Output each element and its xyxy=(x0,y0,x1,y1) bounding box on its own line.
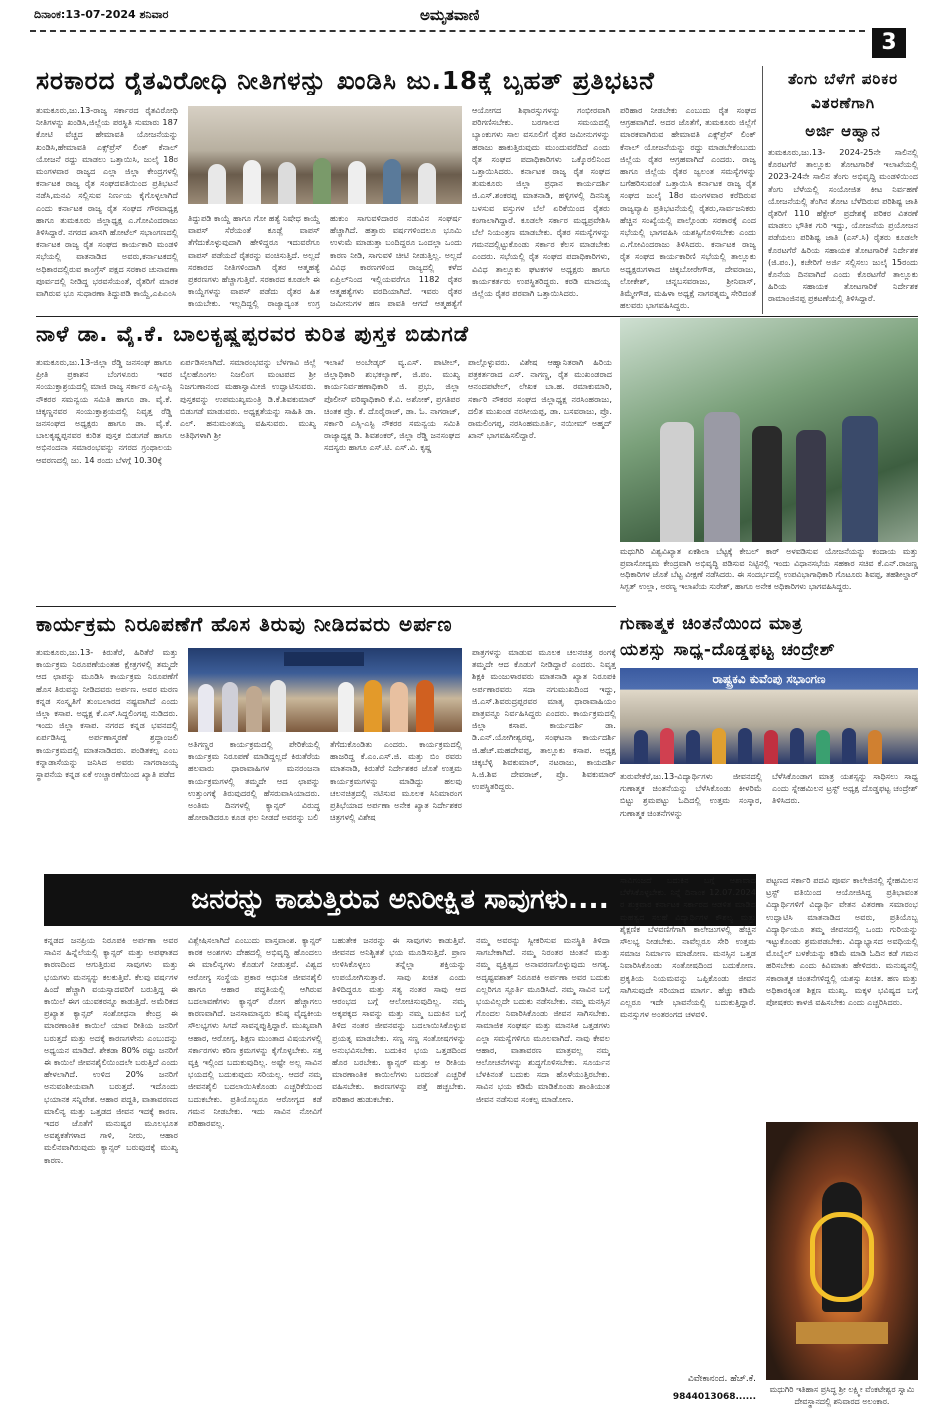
chandresh-headline-line2: ಯಶಸ್ಸು ಸಾಧ್ಯ-ದೊಡ್ಡಫಟ್ಟ ಚಂದ್ರೇಶ್ xyxy=(620,640,836,660)
scholarship-event-photo xyxy=(620,668,918,764)
deaths-col4: ನಮ್ಮ ಅವರನ್ನು ಸ್ವೀಕರಿಸುವ ಮನಸ್ಥಿತಿ ತಿಳಿದಾ ಸಾಗಬೇಕಾಗಿದೆ. ನಮ್ಮ ನಿರಂತರ ಚಿಂತನೆ ಮತ್ತು ನಮ್ಮ ವ್ಯಕ್ತಿತ್ವದ ಅನಾವರಣಗೊಳ್ಳುವುದು ಅಗತ್ಯ. ಅದೃಷ್ಟವಶಾತ್ ನಿರೂಪಕಿ ಅರ್ಪಣಾ ಅವರ ಬದುಕು ಎಲ್ಲರಿಗೂ ಸ್ಪೂರ್ತಿ ಮೂಡಿಸಿದೆ. ನಮ್ಮ ಸಾವಿನ ಬಗ್ಗೆ ಭಯವಿಲ್ಲದೇ ಬದುಕು ನಡೆಸಬೇಕು. ನಮ್ಮ ಮನಸ್ಸಿನ ಗೊಂದಲ ನಿವಾರಿಸಿಕೊಂಡು ಜೀವನ ಸಾಗಿಸಬೇಕು. ಸಾಮಾಜಿಕ ಸಂಘರ್ಷ ಮತ್ತು ಮಾನಸಿಕ ಒತ್ತಡಗಳು ಎಲ್ಲಾ ಸಮಸ್ಯೆಗಳಿಗೂ ಮೂಲವಾಗಿದೆ. ನಾವು ಕೇವಲ ಆಹಾರ, ವಾತಾವರಣ ಮಾತ್ರವಲ್ಲ ನಮ್ಮ ಆಲೋಚನೆಗಳನ್ನು ಶುದ್ಧಗೊಳಿಸಬೇಕು. ಸೂರ್ಯನ ಬೆಳಕಿನಂತೆ ಬದುಕು ಸದಾ ಹೊಳೆಯುತ್ತಿರಬೇಕು. ಸಾವಿನ ಭಯ ಕಡಿಮೆ ಮಾಡಿಕೊಂಡು ಶಾಂತಿಯುತ ಜೀವನ ನಡೆಸುವ ಸಂಕಲ್ಪ ಮಾಡೋಣ. xyxy=(476,935,610,1104)
page-folio xyxy=(0,0,945,62)
book-release-col2: ಏರ್ಪಡಿಸಲಾಗಿದೆ. ಸಮಾರಂಭವನ್ನು ಬೆಳಗಾವಿ ಜಿಲ್ಲೆ ಬೈಲಹೊಂಗಲ ನಿಜಲಿಂಗ ಮಂಟಪದ ಶ್ರೀ ನಿಜಗುಣಾನಂದ ಮಹಾಸ್ವಾಮೀಜಿ ಉದ್ಘಾಟಿಸುವರು. ಪುಸ್ತಕವನ್ನು ಉಪಮುಖ್ಯಮಂತ್ರಿ ಡಿ.ಕೆ.ಶಿವಕುಮಾರ್ ಬಿಡುಗಡೆ ಮಾಡುವರು. ಅಧ್ಯಕ್ಷತೆಯನ್ನು ಸಾಹಿತಿ ಡಾ. ಎಲ್. ಹನುಮಂತಯ್ಯ ವಹಿಸುವರು. ಮುಖ್ಯ ಅತಿಥಿಗಳಾಗಿ ಶ್ರೀ xyxy=(180,357,316,441)
madhugiri-visit-photo xyxy=(620,318,918,542)
gratitude-under-photo-left: ಅತಿಗಣ್ಣರ ಕಾರ್ಯಕ್ರಮದಲ್ಲಿ ಪೇರಿಕೆಯಲ್ಲಿ ಕಾರ್ಯಕ್ರಮ ನಿರೂಪಣೆ ಮಾಡಿದ್ದಲ್ಲದೆ ಕಿರುತೆರೆಯ ಹಲವಾರು ಧಾರಾವಾಹಿಗಳ ಮನರಂಜನಾ ಕಾರ್ಯಕ್ರಮಗಳಲ್ಲಿ ತಮ್ಮದೇ ಆದ ಛಾಪನ್ನು ಉತ್ತುಂಗಕ್ಕೆ ತಿರುವುದರಲ್ಲಿ ಹೆಸರುವಾಸಿಯಾದರು. ಅಂತಿಮ ದಿನಗಳಲ್ಲಿ ಕ್ಯಾನ್ಸರ್ ವಿರುದ್ಧ ಹೋರಾಡಿದರೂ ಕೂಡ ಫಲ ನೀಡದೆ ಅವರನ್ನು ಬಲಿ xyxy=(188,739,320,823)
farmers-protest-col5: ಪರಿಹಾರ ನೀಡಬೇಕು ಎಂಬುದು ರೈತ ಸಂಘದ ಆಗ್ರಹವಾಗಿದೆ. ಅದರ ಜೊತೆಗೆ, ತುಮಕೂರು ಜಿಲ್ಲೆಗೆ ಮಾರಕವಾಗಿರುವ ಹೇಮಾವತಿ ಎಕ್ಸ್‌ಪ್ರೆಸ್ ಲಿಂಕ್ ಕೆನಾಲ್ ಯೋಜನೆಯನ್ನು ರದ್ದು ಮಾಡಬೇಕೆಂಬುದು ಜಿಲ್ಲೆಯ ರೈತರ ಆಗ್ರಹವಾಗಿದೆ ಎಂದರು. ರಾಜ್ಯ ಹಾಗೂ ಜಿಲ್ಲೆಯ ರೈತರ ಜ್ವಲಂತ ಸಮಸ್ಯೆಗಳನ್ನು ಬಗೆಹರಿಸುವಂತೆ ಒತ್ತಾಯಿಸಿ ಕರ್ನಾಟಕ ರಾಜ್ಯ ರೈತ ಸಂಘದ ಜುಲೈ 18ರ ಮಂಗಳವಾರ ಕರೆದಿರುವ ರಾಜ್ಯವ್ಯಾಪಿ ಪ್ರತಿಭಟನೆಯಲ್ಲಿ ರೈತರು,ಸಾರ್ವಜನಿಕರು ಹೆಚ್ಚಿನ ಸಂಖ್ಯೆಯಲ್ಲಿ ಪಾಲ್ಗೊಂಡು ಸರಕಾರಕ್ಕೆ ಎಂದ ಸಭೆಯಲ್ಲಿ ಭಾಗವಹಿಸಿ ಯಶಸ್ವಿಗೊಳಿಸಬೇಕು ಎಂದು ಎ.ಗೋವಿಂದರಾಜು ತಿಳಿಸಿದರು. ಕರ್ನಾಟಕ ರಾಜ್ಯ ರೈತ ಸಂಘದ ಕಾರ್ಯಕಾರಿಣಿ ಸಭೆಯಲ್ಲಿ ತಾಲ್ಲೂಕು ಅಧ್ಯಕ್ಷರುಗಳಾದ ಚಿಕ್ಕಬೋರೇಗೌಡ, ದೇವರಾಜು, ಲೋಕೇಶ್, ಚನ್ನಬಸವರಾಜು, ಶ್ರೀನಿವಾಸ್, ತಿಮ್ಮೇಗೌಡ, ಮಹಿಳಾ ಅಧ್ಯಕ್ಷೆ ನಾಗರತ್ನಮ್ಮ ಸೇರಿದಂತೆ ಹಲವರು ಭಾಗವಹಿಸಿದ್ದರು. xyxy=(620,105,756,311)
author-signature: ವಿವೇಕಾನಂದ. ಹೆಚ್.ಕೆ. xyxy=(687,1374,756,1384)
tribute-event-photo xyxy=(188,648,462,732)
column-divider xyxy=(762,66,763,314)
farmers-meeting-photo xyxy=(188,106,462,204)
folio-dashed-rule xyxy=(30,30,865,32)
deaths-col5: ಸಾವಿಗಂಜದೆ ಬದುಕಿನ ಬಗ್ಗೆ ಆಶಾವಾದ ಬೆಳೆಸಿಕೊಳ್ಳಬೇಕು. ನಿನ್ನೆ ದಿನಾಂಕ 12.07.2024 ರ ಶುಕ್ರವಾರ ಕರ್ನಾಟಕ ಸರ್ಕಾರದ ಆಡಳಿತ ಮಾಡಿದ ಮಹತ್ವದ ಸಲಹೆ ವಿದ್ಯಾರ್ಥಿಗಳ ಕೌಶಲ್ಯ ಮತ್ತು ಶೈಕ್ಷಣಿಕ ಬೆಳವಣಿಗೆಗಾಗಿ ಕಾಲೇಜುಗಳಲ್ಲಿ ಹೆಚ್ಚಿನ ಸೌಲಭ್ಯ ನೀಡಬೇಕು. ನಾವೆಲ್ಲರೂ ಸೇರಿ ಉತ್ತಮ ಸಮಾಜ ನಿರ್ಮಾಣ ಮಾಡೋಣ. ಮನಸ್ಸಿನ ಒತ್ತಡ ನಿವಾರಿಸಿಕೊಂಡು ಸಂತೋಷದಿಂದ ಬದುಕೋಣ. ಪ್ರಕೃತಿಯ ನಿಯಮವನ್ನು ಒಪ್ಪಿಕೊಂಡು ಜೀವನ ಸಾಗಿಸುವುದೇ ಸರಿಯಾದ ಮಾರ್ಗ. ಹೆಚ್ಚು ಕಡಿಮೆ ಎಲ್ಲರೂ ಇದೇ ಭಾವನೆಯಲ್ಲಿ ಬದುಕುತ್ತಿದ್ದಾರೆ. ಮನಸ್ಸುಗಳ ಅಂತರಂಗದ ಚಳವಳಿ. xyxy=(620,875,756,1020)
section-rule xyxy=(36,606,616,607)
farmers-protest-col3: ಹುಕುಂ ಸಾಗುವಳಿದಾರರ ನಡುವಿನ ಸಂಘರ್ಷ ಹೆಚ್ಚಾಗಿದೆ. ಹತ್ತಾರು ವರ್ಷಗಳಿಂದಲೂ ಭೂಮಿ ಉಳುಮೆ ಮಾಡುತ್ತಾ ಬಂದಿದ್ದರೂ ಒಂದಲ್ಲಾ ಒಂದು ಕಾರಣ ನೀಡಿ, ಸಾಗುವಳಿ ಚೀಟಿ ನೀಡುತ್ತಿಲ್ಲ. ಅಲ್ಲದೆ ವಿವಿಧ ಕಾರಣಗಳಿಂದ ರಾಜ್ಯದಲ್ಲಿ ಕಳೆದ ಏಪ್ರಿಲ್‌ನಿಂದ ಇಲ್ಲಿಯವರೆಗೂ 1182 ರೈತರ ಆತ್ಮಹತ್ಯೆಗಳು ವರದಿಯಾಗಿದೆ. ಇವರು ರೈತರ ಜಮೀನುಗಳ ಹಣ ಪಾವತಿ ಆಗದೆ ಆತ್ಮಹತ್ಯೆಗೆ xyxy=(330,213,462,309)
masthead: ಅಮೃತವಾಣಿ xyxy=(420,6,480,24)
deaths-col2: ವಿಶ್ಲೇಷಿಸಲಾಗಿದೆ ಎಂಬುದು ವಾಸ್ತವಾಂಶ. ಕ್ಯಾನ್ಸರ್ ಕಾರಕ ಅಂಶಗಳು ದೇಹದಲ್ಲಿ ಅಭಿವೃದ್ಧಿ ಹೊಂದಲು ಈ ಮಾಲಿನ್ಯಗಳು ಕೊಡುಗೆ ನೀಡುತ್ತವೆ. ವಿಶ್ವದ ಆರೋಗ್ಯ ಸಂಸ್ಥೆಯ ಪ್ರಕಾರ ಆಧುನಿಕ ಜೀವನಶೈಲಿ ಹಾಗೂ ಆಹಾರ ಪದ್ಧತಿಯಲ್ಲಿ ಆಗಿರುವ ಬದಲಾವಣೆಗಳು ಕ್ಯಾನ್ಸರ್ ರೋಗ ಹೆಚ್ಚಾಗಲು ಕಾರಣವಾಗಿದೆ. ಜನಸಾಮಾನ್ಯರು ಕನಿಷ್ಠ ವೈದ್ಯಕೀಯ ಸೌಲಭ್ಯಗಳು ಸಿಗದೆ ಸಾವನ್ನಪ್ಪುತ್ತಿದ್ದಾರೆ. ಮುಖ್ಯವಾಗಿ ಆಹಾರ, ಆರೋಗ್ಯ, ಶಿಕ್ಷಣ ಮುಂತಾದ ವಿಷಯಗಳಲ್ಲಿ ಸರ್ಕಾರಗಳು ಕಠಿಣ ಕ್ರಮಗಳನ್ನು ಕೈಗೊಳ್ಳಬೇಕು. ಸತ್ತ ವ್ಯಕ್ತಿ ಇಲ್ಲಿಂದ ಬದುಕುವುದಿಲ್ಲ. ಅಷ್ಟೇ ಅಲ್ಲ ಸಾವಿನ ಭಯದಲ್ಲಿ ಬದುಕುವುದು ಸರಿಯಲ್ಲ. ಆದರೆ ನಮ್ಮ ಜೀವನಶೈಲಿ ಬದಲಾಯಿಸಿಕೊಂಡು ಎಚ್ಚರಿಕೆಯಿಂದ ಬದುಕಬೇಕು. ಪ್ರತಿಯೊಬ್ಬರೂ ಆರೋಗ್ಯದ ಕಡೆ ಗಮನ ನೀಡಬೇಕು. ಇದು ಸಾವಿನ ನೋವಿಗೆ ಪರಿಹಾರವಲ್ಲ. xyxy=(188,935,322,1129)
gratitude-headline: ಕಾರ್ಯಕ್ರಮ ನಿರೂಪಣೆಗೆ ಹೊಸ ತಿರುವು ನೀಡಿದವರು ಅರ್ಪಣ xyxy=(36,612,453,636)
chandresh-col3: ಪಟ್ಟಣದ ಸರ್ಕಾರಿ ಪದವಿ ಪೂರ್ವ ಕಾಲೇಜಿನಲ್ಲಿ ಸ್ನೇಹಮಿಲನ ಟ್ರಸ್ಟ್ ವತಿಯಿಂದ ಆಯೋಜಿಸಿದ್ದ ಪ್ರತಿಭಾವಂತ ವಿದ್ಯಾರ್ಥಿಗಳಿಗೆ ವಿದ್ಯಾರ್ಥಿ ವೇತನ ವಿತರಣಾ ಸಮಾರಂಭ ಉದ್ಘಾಟಿಸಿ ಮಾತನಾಡಿದ ಅವರು, ಪ್ರತಿಯೊಬ್ಬ ವಿದ್ಯಾರ್ಥಿಯೂ ತಮ್ಮ ಜೀವನದಲ್ಲಿ ಒಂದು ಗುರಿಯನ್ನು ಇಟ್ಟುಕೊಂಡು ಶ್ರಮಪಡಬೇಕು. ವಿದ್ಯಾಭ್ಯಾಸದ ಅವಧಿಯಲ್ಲಿ ಮೊಬೈಲ್ ಬಳಕೆಯನ್ನು ಕಡಿಮೆ ಮಾಡಿ ಓದಿನ ಕಡೆ ಗಮನ ಹರಿಸಬೇಕು ಎಂದು ಕಿವಿಮಾತು ಹೇಳಿದರು. ಮನುಷ್ಯನಲ್ಲಿ ಸಕಾರಾತ್ಮಕ ಚಿಂತನೆಗಳಿದ್ದಲ್ಲಿ ಯಶಸ್ಸು ಖಚಿತ. ಹಣ ಮತ್ತು ಅಧಿಕಾರಕ್ಕಿಂತ ಶಿಕ್ಷಣ ಮುಖ್ಯ. ಮಕ್ಕಳ ಭವಿಷ್ಯದ ಬಗ್ಗೆ ಪೋಷಕರು ಕಾಳಜಿ ವಹಿಸಬೇಕು ಎಂದು ಎಚ್ಚರಿಸಿದರು. xyxy=(766,875,918,1008)
coconut-headline-line1: ತೆಂಗು ಬೆಳೆಗೆ ಪರಿಕರ xyxy=(787,70,899,88)
coconut-headline-line3: ಅರ್ಜಿ ಆಹ್ವಾನ xyxy=(805,122,881,140)
page-number: 3 xyxy=(872,28,906,58)
book-release-col3: ಇಲಾಖೆ ಅಂಬೇಡ್ಕರ್ ವ್ಯ.ಎಸ್. ಪಾಟೀಲ್, ಜಿಲ್ಲಾಧಿಕಾರಿ ಶುಭಕಲ್ಯಾಣ್, ಜಿ.ಪಂ. ಮುಖ್ಯ ಕಾರ್ಯನಿರ್ವಹಣಾಧಿಕಾರಿ ಜಿ. ಪ್ರಭು, ಜಿಲ್ಲಾ ಪೊಲೀಸ್ ವರಿಷ್ಠಾಧಿಕಾರಿ ಕೆ.ವಿ. ಅಶೋಕ್, ಪ್ರಗತಿಪರ ಚಿಂತಕ ಪ್ರೊ. ಕೆ. ದೊರೈರಾಜ್, ಡಾ. ಓ. ನಾಗರಾಜ್, ಸರ್ಕಾರಿ ಎಸ್ಸಿ-ಎಸ್ಟಿ ನೌಕರರ ಸಮನ್ವಯ ಸಮಿತಿ ರಾಜ್ಯಾಧ್ಯಕ್ಷ ಡಿ. ಶಿವಶಂಕರ್, ಜಿಲ್ಲಾ ರೆಡ್ಡಿ ಜನಸಂಘದ ಸದಸ್ಯರು ಹಾಗೂ ಎಸ್.ಟಿ. ಎಸ್.ವಿ. ಕೃಷ್ಣ xyxy=(324,357,460,453)
deaths-col3: ಬಹುತೇಕ ಜನರನ್ನು ಈ ಸಾವುಗಳು ಕಾಡುತ್ತಿವೆ. ಜೀವನದ ಅನಿಶ್ಚಿತತೆ ಭಯ ಮೂಡಿಸುತ್ತಿದೆ. ಪ್ರಾಣ ಉಳಿಸಿಕೊಳ್ಳಲು ತನ್ನೆಲ್ಲಾ ಶಕ್ತಿಯನ್ನು ಉಪಯೋಗಿಸುತ್ತಾರೆ. ಸಾವು ಖಚಿತ ಎಂದು ತಿಳಿದಿದ್ದರೂ ಮತ್ತು ಸತ್ಯ ನಂತರ ಸಾವು ಆದ ಆರಂಭದ ಬಗ್ಗೆ ಆಲೋಚಿಸುವುದಿಲ್ಲ. ನಮ್ಮ ಅಕ್ಕಪಕ್ಕದ ಸಾವನ್ನು ಮತ್ತು ನಮ್ಮ ಬದುಕಿನ ಬಗ್ಗೆ ತಿಳಿದ ನಂತರ ಜೀವನವನ್ನು ಬದಲಾಯಿಸಿಕೊಳ್ಳುವ ಪ್ರಯತ್ನ ಮಾಡಬೇಕು. ಸಣ್ಣ ಸಣ್ಣ ಸಂತೋಷಗಳನ್ನು ಅನುಭವಿಸಬೇಕು. ಬದುಕಿನ ಭಯ ಒತ್ತಡದಿಂದ ಹೊರ ಬರಬೇಕು. ಕ್ಯಾನ್ಸರ್ ಮತ್ತು ಆ ರೀತಿಯ ಮಾರಣಾಂತಿಕ ಕಾಯಿಲೆಗಳು ಬರದಂತೆ ಎಚ್ಚರಿಕೆ ವಹಿಸಬೇಕು. ಕಾರಣಗಳನ್ನು ಪತ್ತೆ ಹಚ್ಚಬೇಕು. ಪರಿಹಾರ ಹುಡುಕಬೇಕು. xyxy=(332,935,466,1104)
farmers-protest-headline: ಸರಕಾರದ ರೈತವಿರೋಧಿ ನೀತಿಗಳನ್ನು ಖಂಡಿಸಿ ಜು.18ಕ್ಕೆ ಬೃಹತ್ ಪ್ರತಿಭಟನೆ xyxy=(36,66,655,95)
gratitude-under-photo-right: ತೆಗೆದುಕೊಂಡಿತು ಎಂದರು. ಕಾರ್ಯಕ್ರಮದಲ್ಲಿ ಹಾಜರಿದ್ದ ಕೆ.ಎಂ.ಎಸ್.ಜಿ. ಮತ್ತು ಬಿಂ ರವರು ಮಾತನಾಡಿ, ಕಿರುತೆರೆ ನಿರ್ದೇಶಕರ ಜೊತೆ ಉತ್ತಮ ಕಾರ್ಯಕ್ರಮಗಳನ್ನು ಮಾಡಿದ್ದು ಹಲವು ಚಲನಚಿತ್ರದಲ್ಲಿ ನಟಿಸುವ ಮೂಲಕ ಸಿನಿಮಾರಂಗ ಪ್ರತಿಭೆಯಾದ ಅರ್ಪಣಾ ಅನೇಕ ಖ್ಯಾತ ನಿರ್ದೇಶಕರ ಚಿತ್ರಗಳಲ್ಲಿ ವಿಶೇಷ xyxy=(330,739,462,823)
gratitude-col3: ಪಾತ್ರಗಳನ್ನು ಮಾಡುವ ಮೂಲಕ ಚಲನಚಿತ್ರ ರಂಗಕ್ಕೆ ತಮ್ಮದೇ ಆದ ಕೊಡುಗೆ ನೀಡಿದ್ದಾರೆ ಎಂದರು. ನಿವೃತ್ತ ಶಿಕ್ಷಕಿ ಮಂಜುಳಾರವರು ಮಾತನಾಡಿ ಖ್ಯಾತ ನಿರೂಪಕಿ ಅರ್ಪಣಾರವರು ಸದಾ ನಗುಮುಖದಿಂದ ಇದ್ದು, ಜಿ.ಎಸ್.ಶಿವರುದ್ರಪ್ಪರವರ ಮಾತೃ ಧಾರಾವಾಹಿಯಂ ಪಾತ್ರವನ್ನೂ ನಿರ್ವಹಿಸಿದ್ದರು ಎಂದರು. ಕಾರ್ಯಕ್ರಮದಲ್ಲಿ ಜಿಲ್ಲಾ ಕಸಾಪ. ಕಾರ್ಯದರ್ಶಿ ಡಾ. ಡಿ.ಎನ್.ಯೋಗೀಶ್ವರಪ್ಪ, ಸಂಘಟನಾ ಕಾರ್ಯದರ್ಶಿ ಜಿ.ಹೆಚ್.ಮಹದೇವಪ್ಪ, ತಾಲ್ಲೂಕು ಕಸಾಪ. ಅಧ್ಯಕ್ಷ ಚಿಕ್ಕಬೆಳ್ಳಿ ಶಿವಕುಮಾರ್, ನಟರಾಜು, ಕಾಯದರ್ಶಿ ಸಿ.ಜಿ.ಶಿವ ದೇವರಾಜ್, ಪ್ರೊ. ಶಿವಕುಮಾರ್ ಉಪಸ್ಥಿತರಿದ್ದರು. xyxy=(472,647,616,792)
madhugiri-visit-caption: ಮಧುಗಿರಿ ವಿಶ್ವವಿಖ್ಯಾತ ಏಕಶಿಲಾ ಬೆಟ್ಟಕ್ಕೆ ಕೇಬಲ್ ಕಾರ್ ಅಳವಡಿಸುವ ಯೋಜನೆಯನ್ನು ಕಂದಾಯ ಮತ್ತು ಪ್ರವಾಸೋದ್ಯಮ ಕೇಂದ್ರವಾಗಿ ಅಭಿವೃದ್ಧಿ ಪಡಿಸುವ ನಿಟ್ಟಿನಲ್ಲಿ ಇಂದು ವಿಧಾನಸಭೆಯ ಸಹಕಾರ ಸಚಿವ ಕೆ.ಎನ್.ರಾಜಣ್ಣ ಅಧಿಕಾರಿಗಳ ಜೊತೆ ಬೆಟ್ಟ ವೀಕ್ಷಣೆ ನಡೆಸಿದರು. ಈ ಸಂದರ್ಭದಲ್ಲಿ ಉಪವಿಭಾಗಾಧಿಕಾರಿ ಗೊಟೂರು ಶಿವಪ್ಪ, ತಹಶೀಲ್ದಾರ್ ಸಿಗ್ಬತ್ ಉಲ್ಲಾ, ಅರಣ್ಯ ಇಲಾಖೆಯ ಸುರೇಶ್, ಹಾಗೂ ಅನೇಕ ಅಧಿಕಾರಿಗಳು ಭಾಗವಹಿಸಿದ್ದರು. xyxy=(620,547,918,591)
author-phone: 9844013068...... xyxy=(672,1392,756,1402)
section-rule xyxy=(36,316,918,317)
chandresh-col2: ಬೆಳೆಸಿಕೊಂಡಾಗ ಮಾತ್ರ ಯಶಸ್ಸನ್ನು ಸಾಧಿಸಲು ಸಾಧ್ಯ ಎಂದು ಸ್ನೇಹಮಿಲನ ಟ್ರಸ್ಟ್ ಅಧ್ಯಕ್ಷ ದೊಡ್ಡಫಟ್ಟ ಚಂದ್ರೇಶ್ ತಿಳಿಸಿದರು. xyxy=(772,771,918,806)
deaths-col1: ಕನ್ನಡದ ಜನಪ್ರಿಯ ನಿರೂಪಕಿ ಅರ್ಪಣಾ ಅವರ ಸಾವಿನ ಹಿನ್ನೆಲೆಯಲ್ಲಿ ಕ್ಯಾನ್ಸರ್ ಮತ್ತು ಅಪಘಾತದ ಕಾರಣದಿಂದ ಆಗುತ್ತಿರುವ ಸಾವುಗಳು ಮತ್ತು ಭಯಗಳು ಮನಸ್ಸನ್ನು ಕಲಕುತ್ತಿವೆ. ಕೆಲವು ವರ್ಷಗಳ ಹಿಂದೆ ಹೆಚ್ಚಾಗಿ ವಯಸ್ಸಾದವರಿಗೆ ಬರುತ್ತಿದ್ದ ಈ ಕಾಯಿಲೆ ಈಗ ಯುವಕರನ್ನೂ ಕಾಡುತ್ತಿದೆ. ಅಮೆರಿಕದ ಪ್ರಖ್ಯಾತ ಕ್ಯಾನ್ಸರ್ ಸಂಶೋಧನಾ ಕೇಂದ್ರ ಈ ಮಾರಣಾಂತಿಕ ಕಾಯಿಲೆ ಯಾವ ರೀತಿಯ ಜನರಿಗೆ ಬರುತ್ತದೆ ಮತ್ತು ಅದಕ್ಕೆ ಕಾರಣಗಳೇನು ಎಂಬುದನ್ನು ಅಧ್ಯಯನ ಮಾಡಿದೆ. ಶೇಕಡಾ 80% ರಷ್ಟು ಜನರಿಗೆ ಈ ಕಾಯಿಲೆ ಜೀವನಶೈಲಿಯಿಂದಲೇ ಬರುತ್ತಿದೆ ಎಂದು ಹೇಳಲಾಗಿದೆ. ಉಳಿದ 20% ಜನರಿಗೆ ಅನುವಂಶೀಯವಾಗಿ ಬರುತ್ತದೆ. ಇದೊಂದು ಭಯಾನಕ ಸನ್ನಿವೇಶ. ಆಹಾರ ಪದ್ದತಿ, ವಾತಾವರಣದ ಮಾಲಿನ್ಯ ಮತ್ತು ಒತ್ತಡದ ಜೀವನ ಇದಕ್ಕೆ ಕಾರಣ. ಇದರ ಜೊತೆಗೆ ಮನುಷ್ಯರ ಮೂಲಭೂತ ಅವಶ್ಯಕತೆಗಳಾದ ಗಾಳಿ, ನೀರು, ಆಹಾರ ಮಲಿನವಾಗಿರುವುದು ಕ್ಯಾನ್ಸರ್ ಬರುವುದಕ್ಕೆ ಮುಖ್ಯ ಕಾರಣ. xyxy=(44,935,178,1165)
book-release-headline: ನಾಳೆ ಡಾ. ವೈ.ಕೆ. ಬಾಲಕೃಷ್ಣಪ್ಪರವರ ಕುರಿತ ಪುಸ್ತಕ ಬಿಡುಗಡೆ xyxy=(36,322,469,346)
chandresh-headline-line1: ಗುಣಾತ್ಮಕ ಚಿಂತನೆಯಿಂದ ಮಾತ್ರ xyxy=(620,614,803,634)
temple-caption: ಮಧುಗಿರಿ ಇತಿಹಾಸ ಪ್ರಸಿದ್ಧ ಶ್ರೀ ಲಕ್ಷ್ಮೀ ವೆಂಕಟೇಶ್ವರ ಸ್ವಾಮಿ ದೇವಸ್ಥಾನದಲ್ಲಿ ಶನಿವಾರದ ಅಲಂಕಾರ. xyxy=(769,1385,915,1406)
deaths-headline-banner: ಜನರನ್ನು ಕಾಡುತ್ತಿರುವ ಅನಿರೀಕ್ಷಿತ ಸಾವುಗಳು.... xyxy=(44,874,756,926)
coconut-body: ತುಮಕೂರು,ಜು.13- 2024-25ನೇ ಸಾಲಿನಲ್ಲಿ ಕೊರಟಗೆರೆ ತಾಲ್ಲೂಕು ತೋಟಗಾರಿಕೆ ಇಲಾಖೆಯಲ್ಲಿ 2023-24ನೇ ಸಾಲಿನ ತೆಂಗು ಅಭಿವೃದ್ಧಿ ಮಂಡಳಿಯಿಂದ ತೆಂಗು ಬೆಳೆಯಲ್ಲಿ ಸಂಯೋಜಿತ ಕೀಟ ನಿರ್ವಹಣೆ ಯೋಜನೆಯಲ್ಲಿ ತೆಂಗಿನ ತೋಟ ಬೆಳೆದಿರುವ ಪರಿಶಿಷ್ಟ ಜಾತಿ ರೈತರಿಗೆ 110 ಹೆಕ್ಟೇರ್ ಪ್ರದೇಶಕ್ಕೆ ಪರಿಕರ ವಿತರಣೆ ಮಾಡಲು ಭೌತಿಕ ಗುರಿ ಇದ್ದು, ಯೋಜನೆಯ ಪ್ರಯೋಜನ ಪಡೆಯಲು ಪರಿಶಿಷ್ಟ ಜಾತಿ (ಎಸ್.ಸಿ) ರೈತರು ಕೂಡಲೇ ಕೊರಟಗೆರೆ ಹಿರಿಯ ಸಹಾಯಕ ತೋಟಗಾರಿಕೆ ನಿರ್ದೇಶಕ (ಜಿ.ಪಂ.), ಕಚೇರಿಗೆ ಅರ್ಜಿ ಸಲ್ಲಿಸಲು ಜುಲೈ 15ರಂದು ಕೊನೆಯ ದಿನವಾಗಿದೆ ಎಂದು ಕೊರಟಗೆರೆ ತಾಲ್ಲೂಕು ಹಿರಿಯ ಸಹಾಯಕ ತೋಟಗಾರಿಕೆ ನಿರ್ದೇಶಕ ರಾಮಾಂಜಿನಪ್ಪ ಪ್ರಕಟಣೆಯಲ್ಲಿ ತಿಳಿಸಿದ್ದಾರೆ. xyxy=(768,147,918,304)
book-release-col4: ಪಾಲ್ಗೊಳ್ಳುವರು. ವಿಶೇಷ ಆಹ್ವಾನಿತರಾಗಿ ಹಿರಿಯ ಪತ್ರಕರ್ತರಾದ ಎಸ್. ನಾಗಣ್ಣ, ರೈತ ಮುಖಂಡರಾದ ಆನಂದಪಟೇಲ್, ಲೇಖಕ ಬಾ.ಹ. ರಮಾಕುಮಾರಿ, ಸರ್ಕಾರಿ ನೌಕರರ ಸಂಘದ ಜಿಲ್ಲಾಧ್ಯಕ್ಷ ನರಸಿಂಹರಾಜು, ದಲಿತ ಮುಖಂಡ ನರಸೀಯಪ್ಪ, ಡಾ. ಬಸವರಾಜು, ಪ್ರೊ. ರಾಮಲಿಂಗಪ್ಪ, ನರಸಿಂಹಮೂರ್ತಿ, ನಯೀಮ್ ಅಹ್ಮದ್ ಖಾನ್ ಭಾಗವಹಿಸಲಿದ್ದಾರೆ. xyxy=(468,357,612,441)
farmers-protest-col4: ಆಯೋಗದ ಶಿಫಾರಸ್ಸುಗಳನ್ನು ಗಂಭೀರವಾಗಿ ಪರಿಗಣಿಸಬೇಕು. ಬರಗಾಲದ ಸಮಯದಲ್ಲಿ ಬ್ಯಾಂಕುಗಳು ಸಾಲ ವಸೂಲಿಗೆ ರೈತರ ಜಮೀನುಗಳನ್ನು ಹರಾಜು ಹಾಕುತ್ತಿರುವುದು ಮುಂದುವರೆದಿದೆ ಎಂದು ರೈತ ಸಂಘದ ಪದಾಧಿಕಾರಿಗಳು ಒಕ್ಕೊರಲಿನಿಂದ ಒತ್ತಾಯಿಸಿದರು. ಕರ್ನಾಟಕ ರಾಜ್ಯ ರೈತ ಸಂಘದ ತುಮಕೂರು ಜಿಲ್ಲಾ ಪ್ರಧಾನ ಕಾರ್ಯದರ್ಶಿ ಜಿ.ಎಸ್.ಶಂಕರಪ್ಪ ಮಾತನಾಡಿ, ಹಳ್ಳಿಗಳಲ್ಲಿ ದಿನನಿತ್ಯ ಬಳಸುವ ವಸ್ತುಗಳ ಬೆಲೆ ಏರಿಕೆಯಿಂದ ರೈತರು ಕಂಗಾಲಾಗಿದ್ದಾರೆ. ಕೂಡಲೇ ಸರ್ಕಾರ ಮಧ್ಯಪ್ರವೇಶಿಸಿ ಬೆಲೆ ನಿಯಂತ್ರಣ ಮಾಡಬೇಕು. ರೈತರ ಸಮಸ್ಯೆಗಳನ್ನು ಗಮನದಲ್ಲಿಟ್ಟುಕೊಂಡು ಸರ್ಕಾರ ಕೆಲಸ ಮಾಡಬೇಕು ಎಂದರು. ಸಭೆಯಲ್ಲಿ ರೈತ ಸಂಘದ ಪದಾಧಿಕಾರಿಗಳು, ವಿವಿಧ ತಾಲ್ಲೂಕು ಘಟಕಗಳ ಅಧ್ಯಕ್ಷರು ಹಾಗೂ ಕಾರ್ಯಕರ್ತರು ಉಪಸ್ಥಿತರಿದ್ದರು. ಕರಡಿ ಮಾದಯ್ಯ ಜಿಲ್ಲೆಯ ರೈತರ ಪರವಾಗಿ ಒತ್ತಾಯಿಸಿದರು. xyxy=(472,105,610,299)
gratitude-col1: ತುಮಕೂರು,ಜು.13- ಕಿರುತೆರೆ, ಹಿರಿತೆರೆ ಮತ್ತು ಕಾರ್ಯಕ್ರಮ ನಿರೂಪಣೆಯಂತಹ ಕ್ಷೇತ್ರಗಳಲ್ಲಿ ತಮ್ಮದೇ ಆದ ಛಾಪನ್ನು ಮೂಡಿಸಿ ಕಾರ್ಯಕ್ರಮ ನಿರೂಪಣೆಗೆ ಹೊಸ ತಿರುವನ್ನು ನೀಡಿದವರು ಅರ್ಪಣ. ಅವರ ಮರಣ ಕನ್ನಡ ಸಂಸ್ಕೃತಿಗೆ ತುಂಬಲಾರದ ನಷ್ಟವಾಗಿದೆ ಎಂದು ಜಿಲ್ಲಾ ಕಸಾಪ. ಅಧ್ಯಕ್ಷ ಕೆ.ಎಸ್.ಸಿದ್ದಲಿಂಗಪ್ಪ ನುಡಿದರು. ಇಂದು ಜಿಲ್ಲಾ ಕಸಾಪ. ನಗರದ ಕನ್ನಡ ಭವನದಲ್ಲಿ ಏರ್ಪಡಿಸಿದ್ದ ಅರ್ಪಣಾಸ್ಮರಣೆ ಶ್ರದ್ಧಾಂಜಲಿ ಕಾರ್ಯಕ್ರಮದಲ್ಲಿ ಮಾತನಾಡಿದರು. ಪಂಡಿತಕಲ್ಪ ಎಂಬ ಕನ್ನಾಡಾಸೆಯನ್ನು ಜನಿಸಿದ ಅವರು ನಾಗರಾಜಯ್ಯ ಸ್ಥಾಪನೆಯ ಕನ್ನಡ ಏಕೆ ಉಚ್ಚಾರಣೆಯಿಂದ ಖ್ಯಾತಿ ಪಡೆದ xyxy=(36,647,178,780)
issue-date: ದಿನಾಂಕ:13-07-2024 ಶನಿವಾರ xyxy=(34,8,169,21)
chandresh-col1: ತುರುವೇಕೆರೆ,ಜು.13-ವಿದ್ಯಾರ್ಥಿಗಳು ಜೀವನದಲ್ಲಿ ಗುಣಾತ್ಮಕ ಚಿಂತನೆಯನ್ನು ಬೆಳೆಸಿಕೊಂಡು ಕೀಳರಿಮೆ ಬಿಟ್ಟು ಶ್ರಮಪಟ್ಟು ಓದಿದಲ್ಲಿ ಉತ್ತಮ ಸಂಸ್ಕಾರ, ಗುಣಾತ್ಮಕ ಚಿಂತನೆಗಳನ್ನು xyxy=(620,771,762,818)
coconut-headline-line2: ವಿತರಣೆಗಾಗಿ xyxy=(810,94,876,112)
temple-deity-photo xyxy=(766,1122,918,1380)
farmers-protest-col2: ತಿದ್ದುಪಡಿ ಕಾಯ್ದೆ ಹಾಗೂ ಗೋ ಹತ್ಯೆ ನಿಷೇಧ ಕಾಯ್ದೆ ವಾಪಸ್ ಸೆರೆಯಂತೆ ಕೂಡ್ಲೆ ವಾಪಸ್ ತೆಗೆದುಕೊಳ್ಳುವುದಾಗಿ ಹೇಳಿದ್ದರೂ ಇದುವರೆಗೂ ವಾಪಸ್ ಪಡೆಯದೆ ರೈತರನ್ನು ವಂಚಿಸುತ್ತಿದೆ. ಅಲ್ಲದೆ ಸರಕಾರದ ನೀತಿಗಳಿಂದಾಗಿ ರೈತರ ಆತ್ಮಹತ್ಯೆ ಪ್ರಕರಣಗಳು ಹೆಚ್ಚಾಗುತ್ತಿವೆ. ಸರಕಾರದ ಕೂಡಲೇ ಈ ಕಾಯ್ದೆಗಳನ್ನು ವಾಪಸ್ ಪಡೆದು ರೈತರ ಹಿತ ಕಾಯಬೇಕು. ಇಲ್ಲದಿದ್ದಲ್ಲಿ ರಾಜ್ಯಾದ್ಯಂತ ಉಗ್ರ xyxy=(188,213,320,309)
venue-banner: ರಾಷ್ಟ್ರಕವಿ ಕುವೆಂಪು ಸಭಾಂಗಣ xyxy=(712,672,826,686)
farmers-protest-col1: ತುಮಕೂರು,ಜು.13-ರಾಜ್ಯ ಸರ್ಕಾರದ ರೈತವಿರೋಧಿ ನೀತಿಗಳನ್ನು ಖಂಡಿಸಿ,ಜಿಲ್ಲೆಯ ಪರಸ್ಥಿತಿ ಸುಮಾರು 187 ಕೋಟಿ ವೆಚ್ಚದ ಹೇಮಾವತಿ ಯೋಜನೆಯನ್ನು ಖಂಡಿಸಿ,ಹೇಮಾವತಿ ಎಕ್ಸ್‌ಪ್ರೆಸ್ ಲಿಂಕ್ ಕೆನಾಲ್ ಯೋಜನೆ ರದ್ದು ಮಾಡಲು ಒತ್ತಾಯಿಸಿ, ಜುಲೈ 18ರ ಮಂಗಳವಾರ ರಾಜ್ಯದ ಎಲ್ಲಾ ಜಿಲ್ಲಾ ಕೇಂದ್ರಗಳಲ್ಲಿ ಕರ್ನಾಟಕ ರಾಜ್ಯ ರೈತ ಸಂಘದವತಿಯಿಂದ ಪ್ರತಿಭಟನೆ ನಡೆಸಿ,ಮನವಿ ಸಲ್ಲಿಸುವ ನಿರ್ಣಯ ಕೈಗೊಳ್ಳಲಾಗಿದೆ ಎಂದು ಕರ್ನಾಟಕ ರಾಜ್ಯ ರೈತ ಸಂಘದ ಗೌರವಾಧ್ಯಕ್ಷ ಹಾಗೂ ತುಮಕೂರು ಜಿಲ್ಲಾಧ್ಯಕ್ಷ ಎ.ಗೋವಿಂದರಾಜು ತಿಳಿಸಿದ್ದಾರೆ. ನಗರದ ಖಾಸಗಿ ಹೋಟೆಲ್ ಸಭಾಂಗಣದಲ್ಲಿ ಕರ್ನಾಟಕ ರಾಜ್ಯ ರೈತ ಸಂಘದ ಕಾರ್ಯಕಾರಿ ಮಂಡಳಿ ಸಭೆಯಲ್ಲಿ ವಾತನಾಡಿದ ಅವರು,ಕರ್ನಾಟಕದಲ್ಲಿ ಅಧಿಕಾರದಲ್ಲಿರುವ ಕಾಂಗ್ರೆಸ್ ಪಕ್ಷದ ಸರಕಾರ ಚುನಾವಣಾ ಪೂರ್ವದಲ್ಲಿ ನೀಡಿದ್ದ ಭರವಸೆಯಂತೆ, ರೈತರಿಗೆ ಮಾರಕ ವಾಗಿರುವ ಭೂ ಸುಧಾರಣಾ ತಿದ್ದುಪಡಿ ಕಾಯ್ದೆ,ಎಪಿಎಂಸಿ xyxy=(36,105,178,299)
book-release-col1: ತುಮಕೂರು,ಜು.13-ಜಿಲ್ಲಾ ರೆಡ್ಡಿ ಜನಸಂಘ ಹಾಗೂ ಪ್ರೀತಿ ಪ್ರಕಾಶನ ಬೆಂಗಳೂರು ಇವರ ಸಂಯುಕ್ತಾಶ್ರಯದಲ್ಲಿ ಮಾಜಿ ರಾಜ್ಯ ಸರ್ಕಾರ ಎಸ್ಸಿ-ಎಸ್ಟಿ ನೌಕರರ ಸಮನ್ವಯ ಸಮಿತಿ ಹಾಗೂ ಡಾ. ವೈ.ಕೆ. ಚಿಕ್ಕಣ್ಣನವರ ಸಂಯುಕ್ತಾಶ್ರಯದಲ್ಲಿ ನಿವೃತ್ತ ರೆಡ್ಡಿ ಜನಸಂಘದ ಅಧ್ಯಕ್ಷರು ಹಾಗೂ ಡಾ. ವೈ.ಕೆ. ಬಾಲಕೃಷ್ಣಪ್ಪನವರ ಕುರಿತ ಪುಸ್ತಕ ಬಿಡುಗಡೆ ಹಾಗೂ ಅಭಿನಂದನಾ ಸಮಾರಂಭವನ್ನು ನಗರದ ಗ್ರಂಥಾಲಯ ಆವರಣದಲ್ಲಿ ಜು. 14 ರಂದು ಬೆಳಗ್ಗೆ 10.30ಕ್ಕೆ xyxy=(36,357,172,465)
